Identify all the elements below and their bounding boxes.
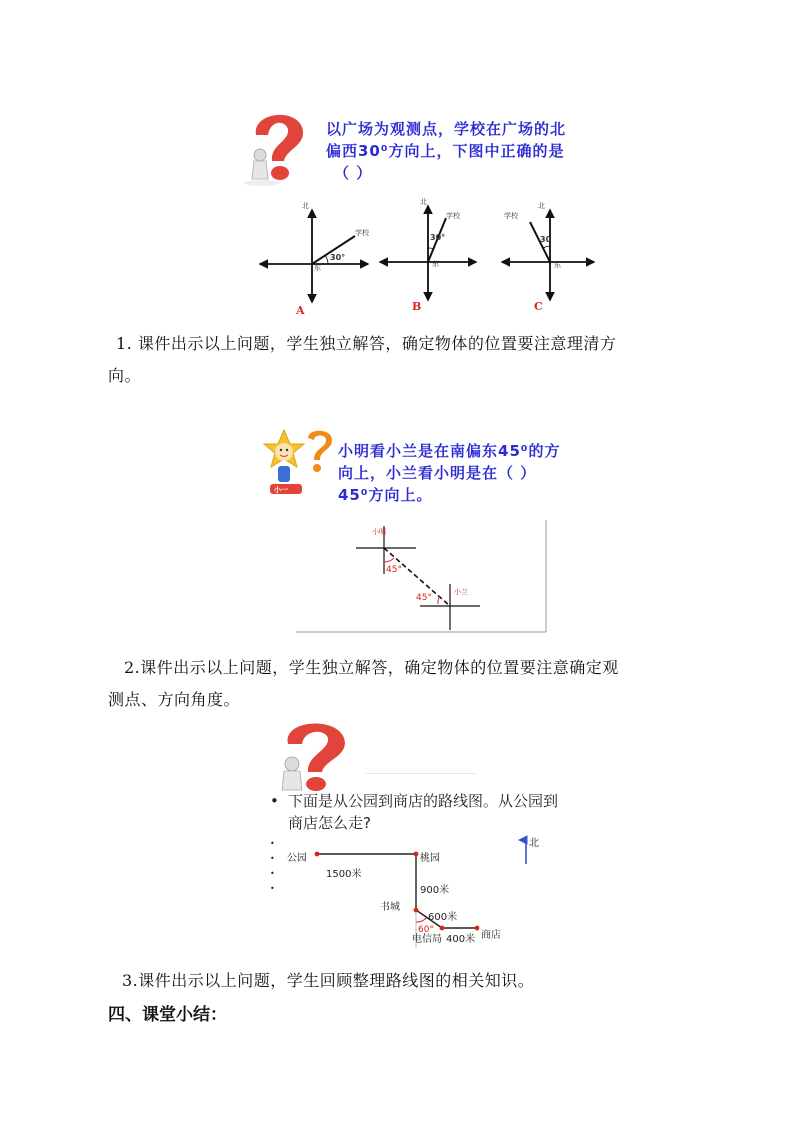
diagram-c-east-label: 东 [554,261,561,269]
north-label: 北 [529,838,539,849]
diagram-b-angle-label: 30° [430,233,446,242]
xiaoming-label: 小明 [372,528,386,536]
bullet-3: • [270,854,275,863]
question-2-line-3: 45⁰方向上。 [338,486,433,504]
section-4-heading: 四、课堂小结： [108,1005,227,1025]
question-1-line-2: 偏西30⁰方向上，下图中正确的是 [326,142,565,160]
diagram-a-option-label: A [296,304,305,317]
question-3-line-1-text: 下面是从公园到商店的路线图。从公园到 [288,792,559,810]
diagram-a-east-label: 东 [314,264,321,272]
xiaolan-label: 小兰 [454,588,468,596]
question-3-text [270,790,630,834]
distance-1500-label: 1500米 [326,869,362,880]
direction-diagram-a [256,198,372,318]
bullet-2: • [270,839,275,848]
question-1-line-3: （ ） [334,164,373,182]
diagram-c-school-label: 学校 [504,212,518,220]
diagram-c-option-label: C [534,300,543,313]
angle-60-label: 60° [418,925,434,935]
direction-diagram-c [498,198,598,318]
distance-900-label: 900米 [420,885,450,896]
paragraph-1 [108,328,708,392]
angle-bottom-label: 45° [416,593,432,603]
cartoon-badge-text: 小一 [274,486,288,494]
question-3-line-1 [270,790,630,812]
question-mark-figure-2 [266,716,358,796]
paragraph-2 [108,652,708,716]
diagram-c-north-label: 北 [538,202,545,210]
diagram-a-north-label: 北 [302,202,309,210]
question-2-text [338,440,618,506]
paragraph-1-line-1: 1. 课件出示以上问题，学生独立解答，确定物体的位置要注意理清方 [116,334,617,353]
route-divider [366,773,476,774]
bullet-5: • [270,884,275,893]
diagram-b-school-label: 学校 [446,212,460,220]
question-2-line-2: 向上，小兰看小明是在（ ） [338,464,537,482]
shop-label: 商店 [481,930,501,941]
paragraph-1-line-2: 向。 [108,366,142,385]
bookstore-label: 书城 [380,902,400,913]
question-mark-figure-1 [238,105,316,187]
xiaoming-xiaolan-diagram [294,518,590,644]
angle-top-label: 45° [386,565,402,575]
bullet-4: • [270,869,275,878]
park-label: 公园 [287,853,307,864]
paragraph-3: 3.课件出示以上问题，学生回顾整理路线图的相关知识。 [122,971,535,990]
question-2-line-1: 小明看小兰是在南偏东45⁰的方 [338,442,561,460]
paragraph-2-line-2: 测点、方向角度。 [108,690,241,709]
diagram-c-angle-label: 30 [540,235,552,244]
paragraph-2-line-1: 2.课件出示以上问题，学生独立解答，确定物体的位置要注意确定观 [124,658,619,677]
bullet-list [270,836,275,896]
diagram-b-east-label: 东 [432,260,439,268]
direction-diagram-b [376,196,480,316]
diagram-a-angle-label: 30° [330,253,346,262]
telecom-label: 电信局 [412,934,442,945]
diagram-a-school-label: 学校 [355,229,369,237]
question-3-line-2: 商店怎么走? [288,814,371,832]
question-1-text [326,118,646,184]
peach-orchard-label: 桃园 [420,853,440,864]
route-map [284,832,554,950]
distance-400-label: 400米 [446,934,476,945]
bullet-1: • [270,792,279,810]
distance-600-label: 600米 [428,912,458,923]
diagram-b-north-label: 北 [420,198,427,206]
cartoon-star-figure [258,426,338,498]
question-1-line-1: 以广场为观测点，学校在广场的北 [326,120,567,138]
diagram-b-option-label: B [412,300,422,313]
